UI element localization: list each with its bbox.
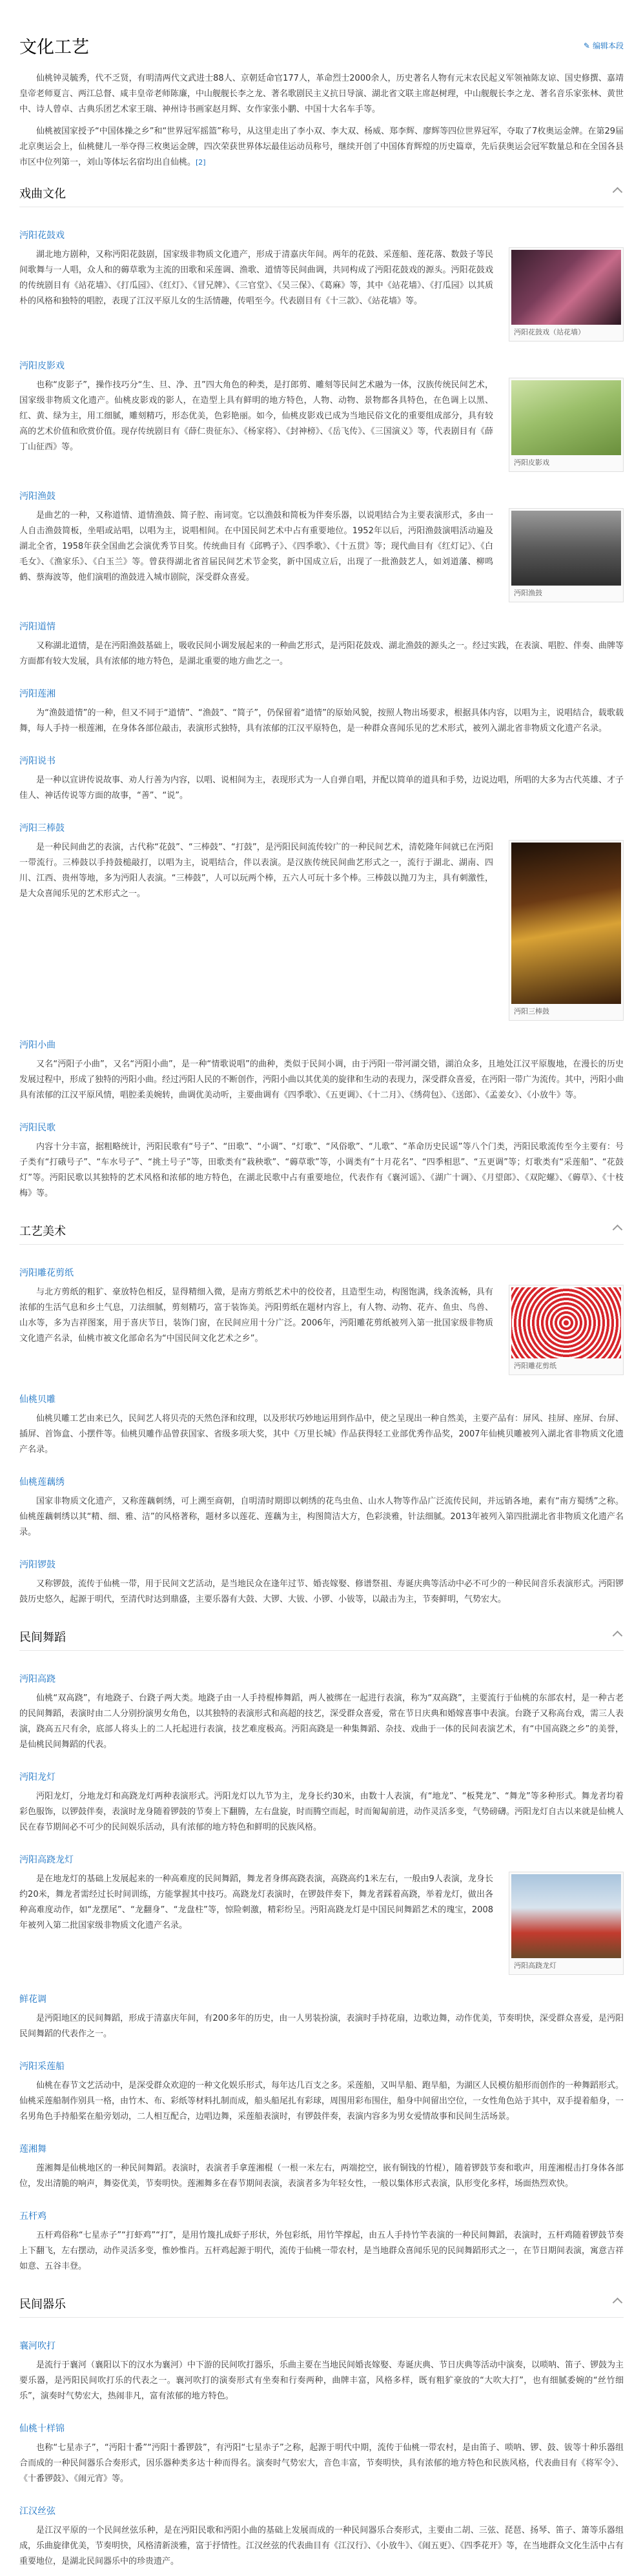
- paragraph: 又名“沔阳子小曲”，又名“沔阳小曲”，是一种“情歌说唱”的曲种，类似于民间小调，由于沔阳一带河湖交错，湖泊众多，且地处江汉平原腹地，在漫长的历史发展过程中，形成了独特的沔阳小曲。经过沔阳人民的不断创作，沔阳小曲以其优美的旋律和生动的表现力，深受群众喜爱，在沔阳一带广为流传。其中，沔阳小曲具有浓郁的江汉平原风情，唱腔柔美婉转，曲调优美动听，主要曲调有《四季歌》、《五更调》、《十二月》、《绣荷包》、《送郎》、《孟姜女》、《小放牛》等。: [19, 1059, 624, 1100]
- subsection-title-link[interactable]: 沔阳民歌: [19, 1123, 56, 1133]
- paragraph: 为“渔鼓道情”的一种，但又不同于“道情”、“渔鼓”、“简子”，仍保留着“道情”的原始风貌，按照人物出场要求，根据具体内容，以唱为主，说唱结合，载歌载舞，每人手持一根莲湘，在身体各部位敲击，表演形式独特，具有浓郁的江汉平原特色，是一种群众喜闻乐见的艺术形式，被列入湖北省非物质文化遗产名录。: [19, 708, 624, 733]
- edit-section-button[interactable]: ✎ 编辑本段: [583, 41, 624, 50]
- subsection: [19, 478, 624, 609]
- subsection: [19, 1981, 624, 2049]
- subsection: [19, 1255, 624, 1382]
- content-sections: [19, 186, 624, 2576]
- section-heading: [19, 2296, 624, 2318]
- paragraph: 沔阳龙灯，分地龙灯和高跷龙灯两种表演形式。沔阳龙灯以九节为主，龙身长约30米，由数十人表演，有“地龙”、“板凳龙”、“舞龙”等多种形式。舞龙者均着彩色服饰，以锣鼓伴奏，表演时龙身随着锣鼓的节奏上下翻腾，左右盘旋，时而腾空而起，时而匍匐前进，动作灵活多变，气势磅礴。沔阳龙灯自古以来就是仙桃人民在春节期间必不可少的民间娱乐活动，具有浓郁的地方特色和鲜明的民族风格。: [19, 1792, 624, 1832]
- subsection-title-link[interactable]: 莲湘舞: [19, 2144, 46, 2154]
- section-title: 工艺美术: [19, 1225, 66, 1238]
- paragraph: 仙桃“双高跷”，有地跷子、台跷子两大类。地跷子由一人手持棍棒舞蹈，两人被绑在一起进行表演，称为“双高跷”，主要流行于仙桃的东部农村，是一种古老的民间舞蹈，表演时由二人分别扮演男女角色，以其独特的表演形式和高超的技艺，深受群众喜爱，常在节日庆典和婚嫁喜事中表演。台跷子又称高台戏，需三人表演，跷高五尺有余，底部人将头上的二人托起进行表演，技艺难度极高。沔阳高跷是一种集舞蹈、杂技、戏曲于一体的民间表演艺术，有“中国高跷之乡”的美誉，是仙桃民间舞蹈的代表。: [19, 1693, 624, 1750]
- figure[interactable]: [509, 247, 624, 342]
- subsection-title-link[interactable]: 沔阳莲湘: [19, 689, 56, 699]
- paragraph: 是在地龙灯的基础上发展起来的一种高难度的民间舞蹈，舞龙者身绑高跷表演，高跷高约1米左右，一般由9人表演，龙身长约20米，舞龙者需经过长时间训练，方能掌握其中技巧。高跷龙灯表演时，在锣鼓伴奏下，舞龙者踩着高跷，举着龙灯，做出各种高难度动作，如“龙摆尾”、“龙翻身”、“龙盘柱”等，惊险刺激，精彩纷呈。沔阳高跷龙灯是中国民间舞蹈艺术的瑰宝，2008年被列入第二批国家级非物质文化遗产名录。: [19, 1874, 493, 1930]
- subsection-title-link[interactable]: 沔阳锣鼓: [19, 1560, 56, 1570]
- papercut-photo: [511, 1287, 621, 1358]
- subsection: [19, 2411, 624, 2493]
- paragraph: 是流行于襄河（襄阳以下的汉水为襄河）中下游的民间吹打器乐，乐曲主要在当地民间婚丧嫁娶、寿诞庆典、节日庆典等活动中演奏，以唢呐、笛子、锣鼓为主要乐器，是沔阳民间吹打乐的代表之一。襄河吹打的演奏形式有坐奏和行奏两种，曲牌丰富，风格多样，既有粗犷豪放的“大吹大打”，也有细腻委婉的“丝竹细乐”，演奏时气势宏大，热闹非凡，富有浓郁的地方特色。: [19, 2360, 624, 2401]
- subsection-title-link[interactable]: 仙桃贝雕: [19, 1395, 56, 1405]
- subsection-title-link[interactable]: 仙桃十样锦: [19, 2424, 65, 2434]
- reference-link[interactable]: [2]: [196, 158, 206, 167]
- section-heading: [19, 186, 624, 207]
- subsection: [19, 743, 624, 810]
- collapse-chevron-icon[interactable]: [613, 187, 623, 198]
- paragraph: 也称“皮影子”，操作技巧分“生、旦、净、丑”四大角色的种类，是打郎剪、雕刻等民间艺术融为一体，汉族传统民间艺术，国家级非物质文化遗产。仙桃皮影戏的影人，在造型上具有鲜明的地方特色，人物、动物、景物都各具特色，在色调上以黑、红、黄、绿为主，用工细腻，雕刻精巧，形态优美，色彩艳丽。如今，仙桃皮影戏已成为当地民俗文化的重要组成部分，具有较高的艺术价值和欣赏价值。现存传统剧目有《薛仁贵征东》、《杨家将》、《封神榜》、《岳飞传》、《三国演义》等，代表剧目有《薛丁山征西》等。: [19, 380, 493, 452]
- page-title: 文化工艺: [19, 37, 89, 57]
- subsection-title-link[interactable]: 沔阳采莲船: [19, 2061, 65, 2072]
- subsection: [19, 1027, 624, 1110]
- subsection-title-link[interactable]: 鲜花调: [19, 1994, 46, 2005]
- subsection-title-link[interactable]: 江汉丝弦: [19, 2506, 56, 2517]
- figure-caption: 沔阳高跷龙灯: [514, 1961, 556, 1970]
- subsection: [19, 609, 624, 676]
- subsection: [19, 218, 624, 348]
- figure[interactable]: [509, 378, 624, 472]
- paragraph: 是沔阳地区的民间舞蹈，形成于清嘉庆年间，有200多年的历史，由一人男装扮演，表演时手持花扇，边歌边舞，动作优美，节奏明快，深受群众喜爱，是沔阳民间舞蹈的代表作之一。: [19, 2014, 624, 2039]
- figure-caption: 沔阳渔鼓: [514, 589, 542, 597]
- subsection: [19, 2131, 624, 2198]
- subsection: [19, 2328, 624, 2411]
- subsection: [19, 2198, 624, 2281]
- subsection: [19, 810, 624, 1027]
- article: [19, 0, 624, 2576]
- figure[interactable]: [509, 840, 624, 1021]
- subsection-title-link[interactable]: 沔阳雕花剪纸: [19, 1268, 74, 1278]
- performer-photo: [511, 843, 621, 1004]
- paragraph: 五杆鸡俗称“七星赤子”“打虾鸡”“打”，是用竹篾扎成虾子形状，外包彩纸，用竹竿撑起，由五人手持竹竿表演的一种民间舞蹈，表演时，五杆鸡随着锣鼓节奏上下翻飞，左右摆动，动作灵活多变，惟妙惟肖。五杆鸡起源于明代，流传于仙桃一带农村，是当地群众喜闻乐见的民间舞蹈形式之一，在节日期间表演，寓意吉祥如意、五谷丰登。: [19, 2231, 624, 2271]
- paragraph: 是江汉平原的一个民间丝弦乐种，是在沔阳民歌和沔阳小曲的基础上发展而成的一种民间器乐合奏形式，主要由二胡、三弦、琵琶、扬琴、笛子、箫等乐器组成，乐曲旋律优美，节奏明快，风格清新淡雅，富于抒情性。江汉丝弦的代表曲目有《江汉行》、《小放牛》、《闹五更》、《四季花开》等，在当地群众文化生活中占有重要地位，是湖北民间器乐中的珍贵遗产。: [19, 2526, 624, 2566]
- subsection-title-link[interactable]: 沔阳说书: [19, 756, 56, 766]
- subsection-title-link[interactable]: 沔阳龙灯: [19, 1772, 56, 1783]
- figure-caption: 沔阳三棒鼓: [514, 1007, 549, 1016]
- pencil-icon: ✎: [583, 41, 590, 50]
- subsection: [19, 1110, 624, 1208]
- subsection-title-link[interactable]: 沔阳高跷: [19, 1674, 56, 1684]
- subsection: [19, 1464, 624, 1547]
- subsection-title-link[interactable]: 沔阳渔鼓: [19, 491, 56, 502]
- section-heading: [19, 1223, 624, 1245]
- paragraph: 又称锣鼓，流传于仙桃一带，用于民间文艺活动，是当地民众在逢年过节、婚丧嫁娶、修谱祭祖、寿诞庆典等活动中必不可少的一种民间音乐表演形式。沔阳锣鼓历史悠久，起源于明代，至清代时达到鼎盛，主要乐器有大鼓、大锣、大钹、小锣、小钹等，以敲击为主，节奏鲜明，气势宏大。: [19, 1579, 624, 1604]
- subsection: [19, 1842, 624, 1981]
- paragraph: 内容十分丰富，据粗略统计，沔阳民歌有“号子”、“田歌”、“小调”、“灯歌”、“风俗歌”、“儿歌”、“革命历史民谣”等八个门类，沔阳民歌流传至今主要有：号子类有“打硪号子”、“车水号子”、“挑土号子”等，田歌类有“栽秧歌”、“薅草歌”等，小调类有“十月花名”、“四季相思”、“五更调”等；灯歌类有“采莲船”、“花鼓灯”等。沔阳民歌以其独特的艺术风格和浓郁的地方特色，在湖北民歌中占有重要地位，代表作有《襄河谣》、《湖广十调》、《月望郎》、《双陀螺》、《薅草》、《十枝梅》等。: [19, 1142, 624, 1198]
- figure[interactable]: [509, 1872, 624, 1975]
- subsection-title-link[interactable]: 沔阳花鼓戏: [19, 230, 65, 241]
- section-heading: [19, 1630, 624, 1651]
- figure-caption: 沔阳花鼓戏（站花墙）: [514, 328, 585, 336]
- subsection-title-link[interactable]: 五杆鸡: [19, 2211, 46, 2222]
- collapse-chevron-icon[interactable]: [613, 1225, 623, 1235]
- subsection: [19, 1547, 624, 1614]
- dragon-photo: [511, 1874, 621, 1958]
- subsection: [19, 1661, 624, 1759]
- subsection-title-link[interactable]: 仙桃莲藕绣: [19, 1477, 65, 1487]
- subsection: [19, 676, 624, 743]
- subsection-title-link[interactable]: 沔阳道情: [19, 622, 56, 632]
- paragraph: 仙桃在春节文艺活动中，是深受群众欢迎的一种文化娱乐形式，每年达几百支之多。采莲船，又叫旱船、跑旱船，为湖区人民模仿船形而创作的一种舞蹈形式。仙桃采莲船制作别具一格，由竹木、布、彩纸等材料扎制而成，船头船尾扎有彩球，周围用彩布围住，船身中间留出空位，一女性角色站于其中，双手提着船身，一名男角色手持船桨在船旁划动，二人相互配合，边唱边舞，采莲船表演时，有锣鼓伴奏，表演内容多为男女爱情故事和民间生活场景。: [19, 2081, 624, 2121]
- subsection-title-link[interactable]: 襄河吹打: [19, 2341, 56, 2351]
- figure-caption: 沔阳皮影戏: [514, 458, 549, 467]
- paragraph: 是曲艺的一种，又称道情、道情渔鼓、简子腔、南词宽。它以渔鼓和简板为伴奏乐器，以说唱结合为主要表演形式，多由一人自击渔鼓简板，坐唱或站唱，以唱为主，说唱相间。在中国民间艺术中占有重要地位。1952年以后，沔阳渔鼓演唱活动遍及湖北全省，1958年获全国曲艺会演优秀节目奖。传统曲目有《邱鸭子》、《四季歌》、《十五贯》等；现代曲目有《红灯记》、《白毛女》、《渔家乐》、《白玉兰》等。曾获得湖北省首届民间艺术节金奖，新中国成立后，出现了一批渔鼓艺人，如刘道藩、柳鸣鹤、蔡海波等，他们演唱的渔鼓进入城市剧院，深受群众喜爱。: [19, 511, 493, 582]
- figure-caption: 沔阳雕花剪纸: [514, 1362, 556, 1370]
- intro-paragraph: 仙桃钟灵毓秀，代不乏贤，有明清两代文武进士88人、京朝廷命官177人，革命烈士2000余人，历史著名人物有元末农民起义军领袖陈友谅、国史修撰、嘉靖皇帝老师夏言、两江总督、咸丰皇帝老师陈廉，中山舰舰长李之龙、著名歌剧民主义抗日导演、湖北省文联主席赵树理，中山舰舰长李之龙、著名音乐家张林、黄世中、诗人曾卓、古典乐团艺术家王瑞、神州诗书画家赵月辉、女作家张小鹏、中国十大名车手等。: [19, 74, 624, 114]
- section-title: 戏曲文化: [19, 187, 66, 201]
- collapse-chevron-icon[interactable]: [613, 1631, 623, 1641]
- collapse-chevron-icon[interactable]: [613, 2298, 623, 2308]
- figure[interactable]: [509, 1285, 624, 1375]
- paragraph: 国家非物质文化遗产，又称莲藕刺绣，可上溯至商朝，自明清时期即以刺绣的花鸟虫鱼、山水人物等作品广泛流传民间，并远销各地，素有“南方蜀绣”之称。仙桃莲藕刺绣以其“精、细、雅、洁”的风格著称，题材多以莲花、莲藕为主，构图简洁大方，色彩淡雅，针法细腻。2013年被列入第四批湖北省非物质文化遗产名录。: [19, 1497, 624, 1537]
- portrait-photo: [511, 511, 621, 586]
- subsection: [19, 1382, 624, 1464]
- paragraph: 是一种民间曲艺的表演，古代称“花鼓”、“三棒鼓”、“打鼓”，是沔阳民间流传较广的一种民间艺术，清乾隆年间就已在沔阳一带流行。三棒鼓以手持鼓槌敲打，以唱为主，说唱结合，伴以表演。是汉族传统民间曲艺形式之一，流行于湖北、湖南、四川、江西、贵州等地，多为沔阳人表演。“三棒鼓”，人可以玩两个棒，五六人可玩十多个棒。三棒鼓以抛刀为主，具有刺激性，是大众喜闻乐见的艺术形式之一。: [19, 843, 493, 899]
- paragraph: 仙桃贝雕工艺由来已久，民间艺人将贝壳的天然色泽和纹理，以及形状巧妙地运用到作品中，使之呈现出一种自然美，主要产品有：屏风、挂屏、座屏、台屏、插屏、首饰盒、小摆件等。仙桃贝雕作品曾获国家、省级多项大奖，其中《万里长城》作品获得轻工业部优秀作品奖，2007年仙桃贝雕被列入湖北省非物质文化遗产名录。: [19, 1414, 624, 1455]
- subsection: [19, 1759, 624, 1842]
- subsection-title-link[interactable]: 沔阳高跷龙灯: [19, 1855, 74, 1865]
- paragraph: 是一种以宣讲传说故事、劝人行善为内容，以唱、说相间为主，表现形式为一人自弹自唱，并配以简单的道具和手势，边说边唱，所唱的大多为古代英雄、才子佳人、神话传说等方面的故事，“善”、“说”。: [19, 775, 624, 801]
- subsection-title-link[interactable]: 沔阳小曲: [19, 1040, 56, 1050]
- paragraph: 也称“七星赤子”，“沔阳十番”“沔阳十番锣鼓”，有沔阳“七星赤子”之称，起源于明代中期，流传于仙桃一带农村，是由笛子、唢呐、锣、鼓、钹等十种乐器组合而成的一种民间器乐合奏形式，因乐器种类多达十种而得名。演奏时气势宏大，音色丰富，节奏明快，具有浓郁的地方特色和民族风格，代表曲目有《将军令》、《十番锣鼓》、《闹元宵》等。: [19, 2443, 624, 2484]
- subsection-title-link[interactable]: 沔阳三棒鼓: [19, 823, 65, 833]
- paragraph: 莲湘舞是仙桃地区的一种民间舞蹈。表演时，表演者手拿莲湘棍（一根一米左右，两端挖空，嵌有铜钱的竹棍），随着锣鼓节奏和歌声，用莲湘棍击打身体各部位，发出清脆的响声，舞姿优美，节奏明快。莲湘舞多在春节期间表演，表演者多为年轻女性，一般以集体形式表演，队形变化多样，场面热烈欢快。: [19, 2163, 624, 2189]
- subsection: [19, 348, 624, 478]
- subsection: [19, 2493, 624, 2576]
- stage-photo: [511, 250, 621, 325]
- shadow-photo: [511, 380, 621, 455]
- paragraph: 又称湖北道情，是在沔阳渔鼓基础上，吸收民间小调发展起来的一种曲艺形式，是沔阳花鼓戏、湖北渔鼓的源头之一。经过实践，在表演、唱腔、伴奏、曲牌等方面都有较大发展，具有浓郁的地方特色，是湖北重要的地方曲艺之一。: [19, 641, 624, 666]
- paragraph: 湖北地方剧种，又称沔阳花鼓剧，国家级非物质文化遗产，形成于清嘉庆年间。两年的花鼓、采莲船、莲花落、数鼓子等民间歌舞与一人唱，众人和的薅草歌为主流的田歌和采莲调、渔歌、道情等民间曲调，共同构成了沔阳花鼓戏的源头。沔阳花鼓戏的传统剧目有《站花墙》、《打瓜园》、《红灯》、《冒兄牌》、《三官堂》、《吴三保》、《葛麻》等，其中《站花墙》、《打瓜园》以其质朴的风格和独特的唱腔，表现了江汉平原儿女的生活情趣，传唱至今。代表剧目有《十三款》、《站花墙》等。: [19, 250, 493, 306]
- paragraph: 与北方剪纸的粗犷、豪放特色相反，显得精细入微，是南方剪纸艺术中的佼佼者，且造型生动，构图饱满，线条流畅，具有浓郁的生活气息和乡土气息，刀法细腻，剪刻精巧，富于装饰美。沔阳剪纸在题材内容上，有人物、动物、花卉、鱼虫、鸟兽、山水等，多为吉祥图案，用于喜庆节日，装饰门窗，在民间应用十分广泛。2006年，沔阳雕花剪纸被列入第一批国家级非物质文化遗产名录，仙桃市被文化部命名为“中国民间文化艺术之乡”。: [19, 1287, 493, 1344]
- figure[interactable]: [509, 508, 624, 602]
- section-title: 民间器乐: [19, 2298, 66, 2311]
- intro-paragraph: 仙桃被国家授予“中国体操之乡”和“世界冠军摇篮”称号，从这里走出了李小双、李大双、杨威、郑李辉、廖辉等四位世界冠军，夺取了7枚奥运金牌。在第29届北京奥运会上，仙桃健儿一举夺得三枚奥运金牌，四次荣获世界体坛最佳运动员称号，继续开创了中国体育辉煌的历史篇章，先后获奥运会冠军数量总和在全国各县市区中位列第一，刘山等体坛名宿均出自仙桃。[2]: [19, 127, 624, 167]
- subsection: [19, 2049, 624, 2131]
- section-title: 民间舞蹈: [19, 1631, 66, 1644]
- subsection-title-link[interactable]: 沔阳皮影戏: [19, 361, 65, 371]
